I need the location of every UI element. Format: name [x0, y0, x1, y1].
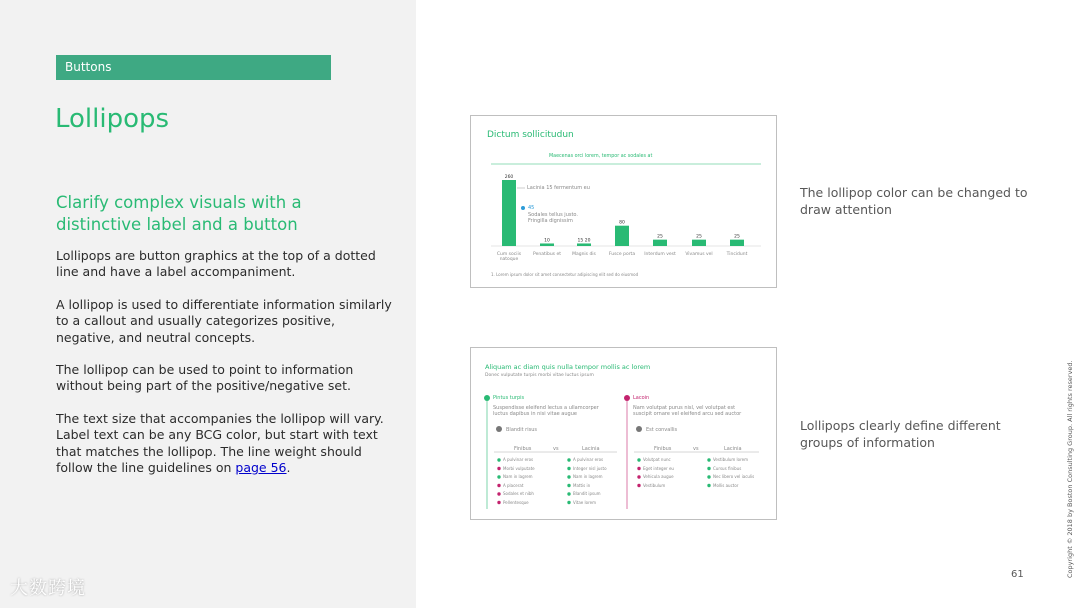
thumb1-value-label: 25: [734, 234, 740, 240]
thumb1-category-label: Penatibus et: [533, 252, 561, 257]
thumb1-bar: [653, 240, 667, 246]
thumb2-left-lollipop: [484, 395, 490, 401]
thumb1-subtitle: Maecenas orci lorem, tempor ac sodales at: [549, 154, 653, 159]
thumb1-bar: [615, 226, 629, 246]
thumbnail-bar-chart-content: [479, 122, 768, 281]
thumb2-list-dot: [707, 467, 710, 470]
thumb1-footnote: 1. Lorem ipsum dolor sit amet consectetur adipiscing elit sed do eiusmod: [491, 272, 639, 277]
thumbnail-bar-chart: [470, 115, 777, 288]
caption-2: Lollipops clearly define different groups of information: [800, 418, 1001, 450]
thumb2-list-dot: [707, 458, 710, 461]
thumb2-list-item: Mollis auctor: [713, 482, 739, 488]
thumb1-callout2-label: 45: [528, 205, 535, 211]
page-number: 61: [1011, 569, 1024, 580]
thumb2-list-item: Nam in lagrem: [573, 474, 603, 479]
thumb2-right-desc: Nam volutpat purus nisl, vel volutpat est suscipit ornare vel eleifend arcu sed auctor: [633, 405, 742, 417]
thumb1-category-label: Fusce porta: [608, 252, 636, 257]
thumb2-list-dot: [567, 484, 570, 487]
thumb2-list-dot: [637, 475, 640, 478]
thumb2-list-item: Vehicula augue: [643, 474, 674, 479]
thumb2-list-item: Nec libero vel iaculis: [713, 474, 755, 479]
thumb2-list-dot: [497, 484, 500, 487]
thumb1-value-label: 15 20: [577, 238, 591, 244]
paragraph-2: A lollipop is used to differentiate information similarly to a callout and usually categorizes positive, negative, and neutral concepts.: [56, 297, 392, 345]
caption-1: The lollipop color can be changed to draw attention: [800, 185, 1028, 217]
thumb2-list-item: A pulvinar eros: [573, 457, 604, 462]
page-subtitle: Clarify complex visuals with a distinctive label and a button: [56, 193, 302, 234]
section-tag: Buttons: [56, 55, 331, 80]
paragraph-1: Lollipops are button graphics at the top of a dotted line and have a label accompaniment.: [56, 248, 376, 280]
thumb1-value-label: 25: [657, 234, 663, 240]
thumb2-list-item: Cursus finibus: [713, 465, 742, 471]
thumb2-col-head-2: Lacinia: [582, 446, 600, 452]
thumb2-left-desc: Suspendisse eleifend lectus a ullamcorper luctus dapibus in nisi vitae augue: [493, 405, 599, 417]
thumb2-list-item: Mattis in: [573, 482, 591, 488]
thumb1-value-label: 25: [696, 234, 702, 240]
thumbnail-lollipop-groups: [470, 347, 777, 520]
thumb2-col-head-3: Finibus: [654, 446, 672, 452]
thumb2-list-item: Vitae lorem: [573, 499, 596, 505]
thumb2-list-item: Sodales et nibh: [503, 491, 534, 496]
thumb1-title: Dictum sollicitudun: [487, 130, 574, 140]
thumb1-callout2-text: Sodales tellus justo. Fringilla dignissim: [528, 212, 578, 224]
copyright-notice: Copyright © 2018 by Boston Consulting Group. All rights reserved.: [1066, 360, 1074, 578]
thumb2-right-name: Est convallis: [646, 427, 678, 433]
thumb1-bar: [692, 240, 706, 246]
thumb2-col-head-1: Finibus: [514, 446, 532, 452]
thumb1-value-label: 80: [619, 220, 625, 226]
thumb2-list-dot: [497, 475, 500, 478]
thumb2-list-dot: [637, 484, 640, 487]
thumb2-list-item: Morbi vulputate: [503, 465, 535, 471]
thumb2-list-item: Volutpat nunc: [643, 457, 671, 462]
thumb2-list-dot: [567, 458, 570, 461]
thumb2-list-item: Vestibulum: [643, 482, 666, 488]
thumb2-list-dot: [497, 467, 500, 470]
thumb2-list-item: Integer nisl justo: [573, 465, 607, 471]
thumb2-subtitle: Donec vulputate turpis morbi vitae luctus ipsum: [485, 373, 594, 378]
paragraph-3: The lollipop can be used to point to information without being part of the positive/negative set.: [56, 362, 354, 394]
page-56-link[interactable]: page 56: [235, 459, 287, 475]
thumb2-left-avatar: [496, 426, 502, 432]
thumb2-col-head-4: Lacinia: [724, 446, 742, 452]
thumb2-list-dot: [497, 458, 500, 461]
thumb1-bar: [502, 180, 516, 246]
thumb2-vs-right: vs: [693, 446, 699, 452]
thumb2-list-dot: [637, 458, 640, 461]
thumb2-list-item: A placerat: [503, 482, 524, 488]
thumb1-lollipop: [521, 206, 525, 210]
thumb1-bar: [540, 243, 554, 246]
thumb2-list-item: Vestibulum lorem: [713, 457, 749, 462]
thumb2-list-item: Nam in lagrem: [503, 474, 533, 479]
watermark-logo: 大数跨境: [10, 578, 86, 599]
thumb1-value-label: 260: [504, 175, 514, 180]
thumbnail-lollipop-groups-content: [479, 354, 768, 513]
page-title: Lollipops: [55, 104, 170, 134]
thumb2-list-dot: [497, 501, 500, 504]
thumb1-category-label: Tincidunt: [726, 252, 748, 257]
thumb1-category-label: Interdum vest: [644, 252, 676, 257]
thumb1-bar: [730, 240, 744, 246]
thumb2-list-dot: [567, 501, 570, 504]
paragraph-4-end: .: [286, 459, 291, 475]
thumb2-title: Aliquam ac diam quis nulla tempor mollis ac lorem: [485, 363, 651, 371]
thumb1-category-label: Cum sociis natoque: [496, 252, 522, 262]
thumb1-category-label: Vivamus vel: [685, 252, 713, 257]
thumb2-list-item: A pulvinar eros: [503, 457, 534, 462]
thumb2-list-item: Pellentesque: [503, 499, 529, 505]
thumb2-list-dot: [567, 492, 570, 495]
thumb2-left-name: Blandit risus: [506, 427, 537, 433]
thumb2-list-item: Eget integer eu: [643, 465, 674, 471]
paragraph-4-text: The text size that accompanies the lollipop will vary. Label text can be any BCG color, but start with text that matches the lollipop. The line weight should follow the line guidelines on: [56, 411, 384, 475]
thumb2-list-dot: [497, 492, 500, 495]
thumb1-callout1: Lacinia 15 fermentum eu: [527, 185, 590, 191]
thumb1-bar: [577, 243, 591, 246]
thumb2-list-item: Blandit ipsum: [573, 491, 601, 496]
thumb2-right-label: Lacoin: [633, 395, 650, 401]
thumb1-value-label: 10: [544, 238, 550, 244]
thumb2-list-dot: [707, 484, 710, 487]
thumb2-vs-left: vs: [553, 446, 559, 452]
thumb2-list-dot: [637, 467, 640, 470]
thumb1-category-label: Magnis dis: [572, 252, 596, 257]
paragraph-4: [56, 411, 396, 476]
thumb2-left-label: Pintus turpis: [493, 395, 525, 401]
thumb2-right-avatar: [636, 426, 642, 432]
thumb2-list-dot: [567, 475, 570, 478]
thumb2-right-lollipop: [624, 395, 630, 401]
thumb2-list-dot: [707, 475, 710, 478]
thumb2-list-dot: [567, 467, 570, 470]
